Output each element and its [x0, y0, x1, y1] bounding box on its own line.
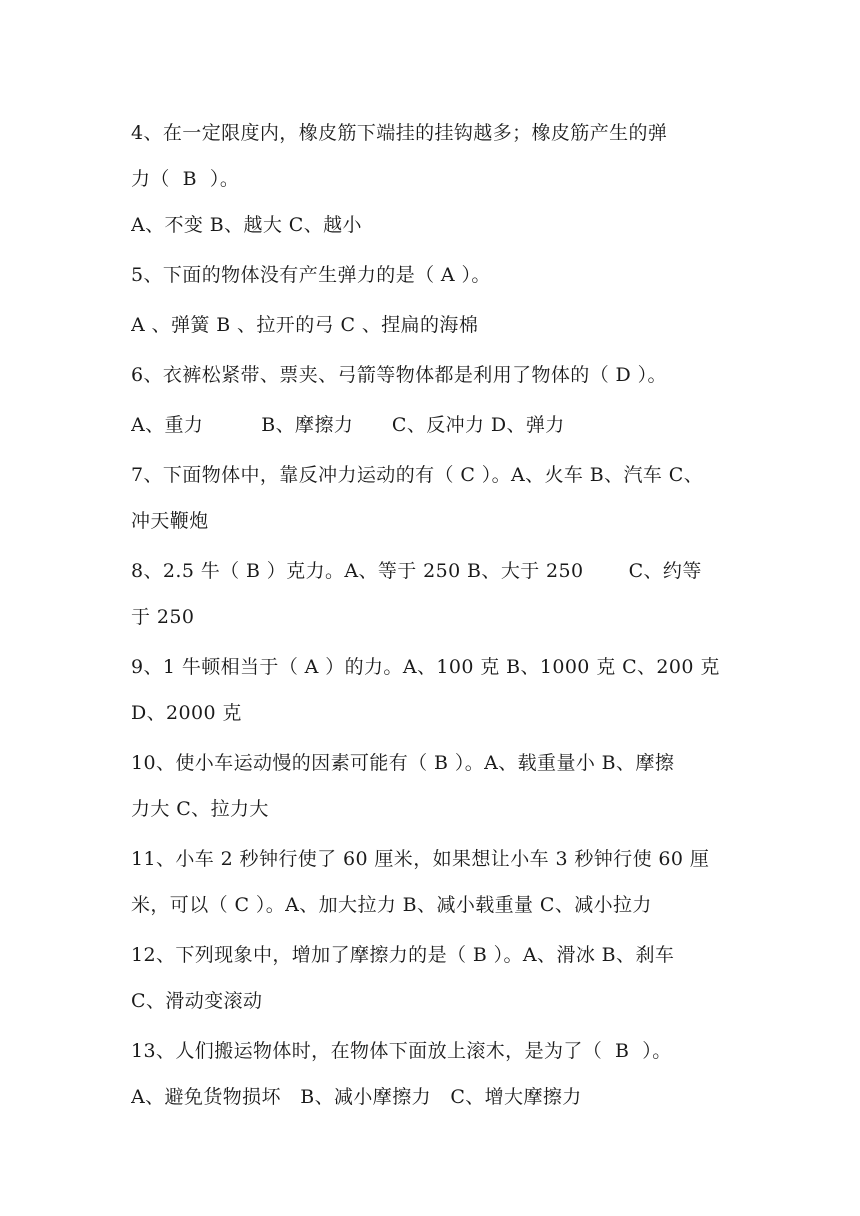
question-11-line-1: 11、小车 2 秒钟行使了 60 厘米，如果想让小车 3 秒钟行使 60 厘: [131, 848, 710, 870]
question-12-line-1: 12、下列现象中，增加了摩擦力的是（ B ）。A、滑冰 B、刹车: [131, 944, 675, 966]
question-4-line-1: 4、在一定限度内，橡皮筋下端挂的挂钩越多；橡皮筋产生的弹: [131, 122, 668, 144]
question-7-line-1: 7、下面物体中，靠反冲力运动的有（ C ）。A、火车 B、汽车 C、: [131, 464, 704, 486]
question-6-options: A、重力 B、摩擦力 C、反冲力 D、弹力: [131, 414, 565, 436]
question-9-line-2: D、2000 克: [131, 702, 242, 724]
question-5-options: A 、弹簧 B 、拉开的弓 C 、捏扁的海棉: [131, 314, 479, 336]
question-7-line-2: 冲天鞭炮: [131, 510, 209, 532]
question-4-options: A、不变 B、越大 C、越小: [131, 214, 362, 236]
question-12-line-2: C、滑动变滚动: [131, 990, 263, 1012]
question-8-line-1: 8、2.5 牛（ B ）克力。A、等于 250 B、大于 250 C、约等: [131, 560, 702, 582]
question-10-line-2: 力大 C、拉力大: [131, 798, 269, 820]
question-4-line-2: 力（ B ）。: [131, 168, 240, 190]
document-body: [131, 110, 735, 1120]
question-9-line-1: 9、1 牛顿相当于（ A ）的力。A、100 克 B、1000 克 C、200 克: [131, 656, 720, 678]
question-11-line-2: 米，可以（ C ）。A、加大拉力 B、减小载重量 C、减小拉力: [131, 894, 652, 916]
question-5-line-1: 5、下面的物体没有产生弹力的是（ A ）。: [131, 264, 491, 286]
question-13-options: A、避免货物损坏 B、减小摩擦力 C、增大摩擦力: [131, 1086, 582, 1108]
question-13-line-1: 13、人们搬运物体时，在物体下面放上滚木，是为了（ B ）。: [131, 1040, 672, 1062]
question-10-line-1: 10、使小车运动慢的因素可能有（ B ）。A、载重量小 B、摩擦: [131, 752, 675, 774]
question-8-line-2: 于 250: [131, 606, 195, 628]
question-6-line-1: 6、衣裤松紧带、票夹、弓箭等物体都是利用了物体的（ D ）。: [131, 364, 667, 386]
